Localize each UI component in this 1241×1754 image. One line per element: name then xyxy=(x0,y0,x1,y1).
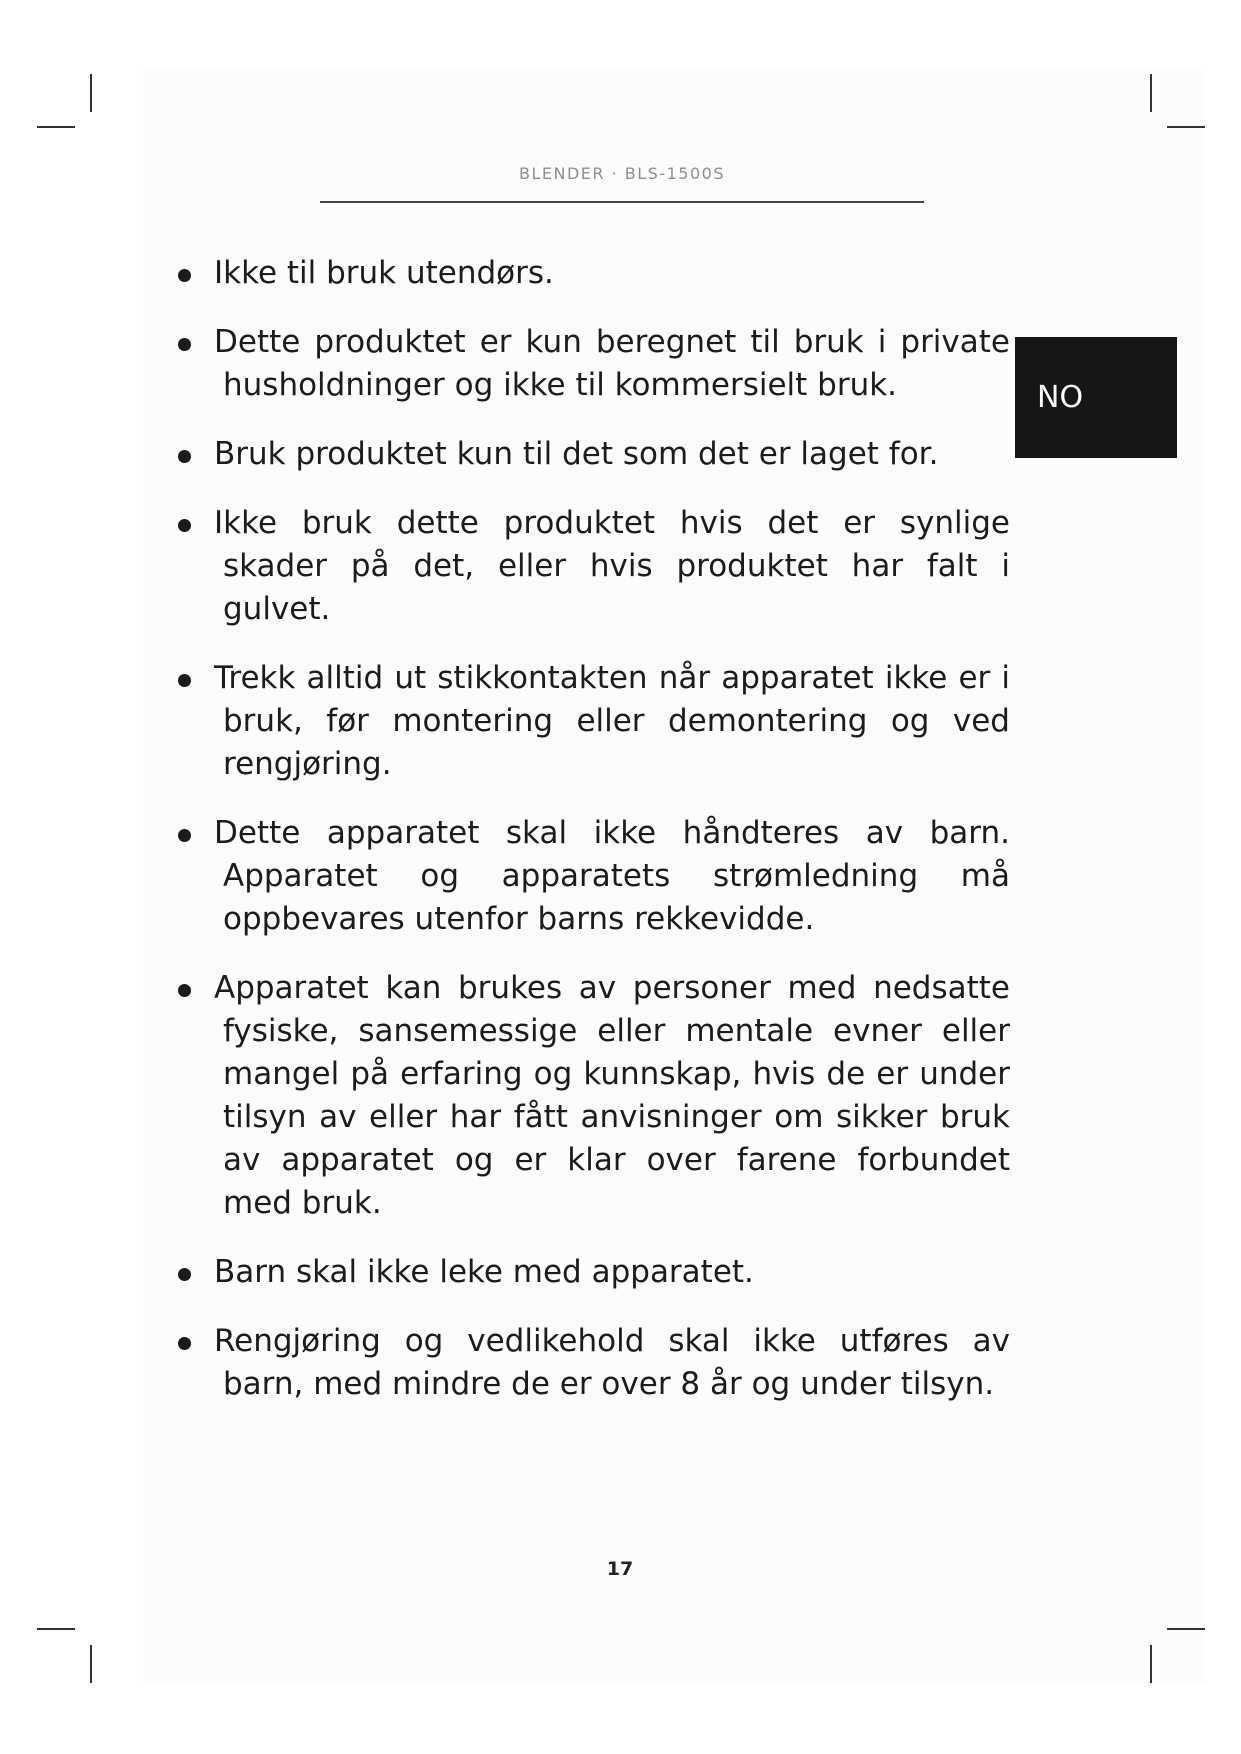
list-item xyxy=(174,1320,1010,1406)
list-item-text: Ikke til bruk utendørs. xyxy=(214,255,554,291)
bullet-icon xyxy=(178,450,191,463)
header-divider xyxy=(320,201,924,203)
list-item xyxy=(174,812,1010,941)
list-item-text: Bruk produktet kun til det som det er laget for. xyxy=(214,436,939,472)
crop-mark xyxy=(1150,1645,1152,1683)
bullet-icon xyxy=(178,674,191,687)
bullet-icon xyxy=(178,269,191,282)
crop-mark xyxy=(37,126,75,128)
list-item xyxy=(174,657,1010,786)
bullet-icon xyxy=(178,519,191,532)
list-item xyxy=(174,252,1010,295)
list-item-text: Trekk alltid ut stikkontakten når apparatet ikke er i bruk, før montering eller demontering og ved rengjøring. xyxy=(214,660,1010,782)
crop-mark xyxy=(1167,126,1205,128)
list-item-text: Dette produktet er kun beregnet til bruk i private husholdninger og ikke til kommersielt bruk. xyxy=(214,324,1010,403)
bullet-icon xyxy=(178,984,191,997)
list-item-text: Apparatet kan brukes av personer med nedsatte fysiske, sansemessige eller mentale evner eller mangel på erfaring og kunnskap, hvis de er under tilsyn av eller har fått anvisninger om sikker bruk av apparatet og er klar over farene forbundet med bruk. xyxy=(214,970,1010,1221)
crop-mark xyxy=(37,1628,75,1630)
list-item xyxy=(174,433,1010,476)
running-header: BLENDER · BLS-1500S xyxy=(519,164,725,183)
crop-mark xyxy=(1150,74,1152,112)
list-item-text: Rengjøring og vedlikehold skal ikke utføres av barn, med mindre de er over 8 år og under tilsyn. xyxy=(214,1323,1010,1402)
list-item xyxy=(174,502,1010,631)
list-item xyxy=(174,1251,1010,1294)
language-tab xyxy=(1015,337,1177,458)
safety-instructions-list xyxy=(174,252,1010,1432)
list-item-text: Ikke bruk dette produktet hvis det er synlige skader på det, eller hvis produktet har falt i gulvet. xyxy=(214,505,1010,627)
list-item-text: Dette apparatet skal ikke håndteres av barn. Apparatet og apparatets strømledning må oppbevares utenfor barns rekkevidde. xyxy=(214,815,1010,937)
bullet-icon xyxy=(178,1337,191,1350)
page-number: 17 xyxy=(606,1558,634,1580)
list-item xyxy=(174,967,1010,1225)
bullet-icon xyxy=(178,829,191,842)
crop-mark xyxy=(90,74,92,112)
bullet-icon xyxy=(178,338,191,351)
crop-mark xyxy=(90,1645,92,1683)
bullet-icon xyxy=(178,1268,191,1281)
list-item xyxy=(174,321,1010,407)
language-tab-label: NO xyxy=(1037,380,1084,415)
crop-mark xyxy=(1167,1628,1205,1630)
list-item-text: Barn skal ikke leke med apparatet. xyxy=(214,1254,754,1290)
